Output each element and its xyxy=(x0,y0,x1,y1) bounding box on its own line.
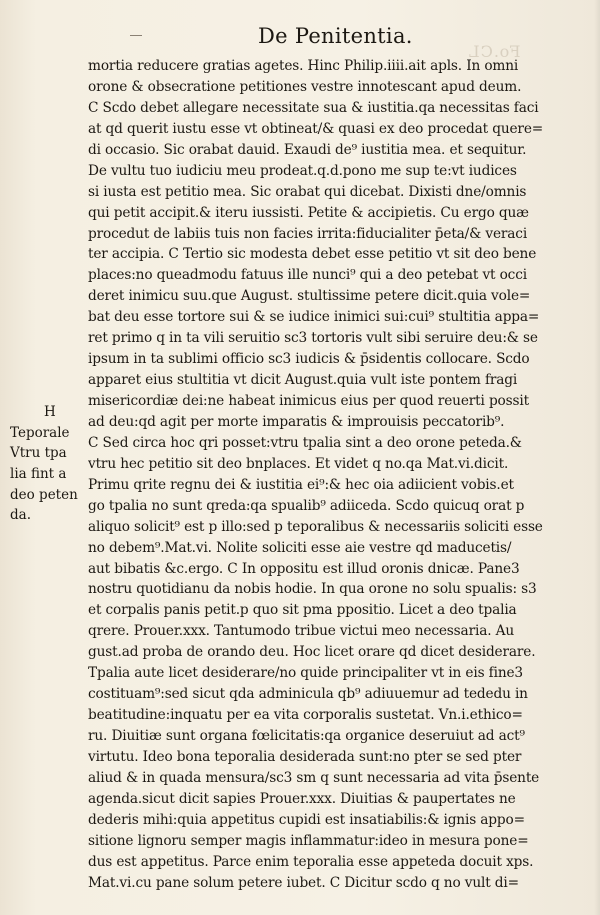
text-line: aliquo solicit⁹ est p illo:sed p teporalibus & necessariis soliciti esse xyxy=(88,518,543,535)
text-line: C Scdo debet allegare necessitate sua & iustitia.qa necessitas faci xyxy=(88,99,539,116)
text-line: di occasio. Sic orabat dauid. Exaudi de⁹ iustitia mea. et sequitur. xyxy=(88,141,527,158)
text-line: ter accipia. C Tertio sic modesta debet esse petitio vt sit deo bene xyxy=(88,246,537,263)
text-line: go tpalia no sunt qreda:qa spualib⁹ adiiceda. Scdo quicuq orat p xyxy=(88,497,525,514)
page-edge-shadow xyxy=(594,0,600,915)
margin-notes xyxy=(10,402,90,526)
text-line: procedut de labiis tuis non facies irrita:fiducialiter p̄eta/& veraci xyxy=(88,225,528,242)
header-ornament-dash xyxy=(130,35,142,36)
text-line: orone & obsecratione petitiones vestre innotescant apud deum. xyxy=(88,78,522,95)
text-line: agenda.sicut dicit sapies Prouer.xxx. Diuitias & paupertates ne xyxy=(88,790,516,807)
text-line: Tpalia aute licet desiderare/no quide principaliter vt in eis fine3 xyxy=(88,665,523,682)
text-line: at qd querit iustu esse vt obtineat/& quasi ex deo procedat quere= xyxy=(88,120,544,137)
text-line: De vultu tuo iudiciu meu prodeat.q.d.pono me sup te:vt iudices xyxy=(88,162,517,179)
text-line: et corpalis panis petit.p quo sit pma ppositio. Licet a deo tpalia xyxy=(88,602,517,619)
margin-note-line: Teporale xyxy=(10,424,70,441)
text-line: dus est appetitus. Parce enim teporalia esse appeteda docuit xps. xyxy=(88,853,534,870)
text-line: misericordiæ dei:ne habeat inimicus eius per quod reuerti possit xyxy=(88,393,529,409)
text-line: aliud & in quada mensura/sc3 sm q sunt necessaria ad vita p̄sente xyxy=(88,769,540,786)
text-line: vtru hec petitio sit deo bnplaces. Et videt q no.qa Mat.vi.dicit. xyxy=(88,455,509,472)
text-line: costituam⁹:sed sicut qda adminicula qb⁹ adiuuemur ad tededu in xyxy=(88,686,528,703)
margin-note-line: Vtru tpa xyxy=(10,445,67,462)
text-line: ru. Diuitiæ sunt organa fœlicitatis:qa organice deseruiut ad act⁹ xyxy=(88,728,525,744)
text-line: mortia reducere gratias agetes. Hinc Philip.iiii.ait apls. In omni xyxy=(88,58,519,74)
text-line: apparet eius stultitia vt dicit August.quia vult iste pontem fragi xyxy=(88,372,518,389)
text-block xyxy=(88,56,586,894)
margin-note-line: lia fint a xyxy=(10,466,67,483)
text-line: bat deu esse tortore sui & se iudice inimici sui:cui⁹ stultitia appa= xyxy=(88,309,540,326)
text-line: nostru quotidianu da nobis hodie. In qua orone no solu spualis: s3 xyxy=(88,581,537,598)
margin-note-line: deo peten xyxy=(10,486,78,503)
text-line: ad deu:qd agit per morte imparatis & improuisis peccatorib⁹. xyxy=(88,413,505,430)
bleed-through-folio: Fo.CL xyxy=(468,42,521,61)
text-line: C Sed circa hoc qri posset:vtru tpalia sint a deo orone peteda.& xyxy=(88,434,522,451)
margin-note-line: da. xyxy=(10,507,31,524)
page-title: De Penitentia. xyxy=(258,24,413,48)
text-line: dederis mihi:quia appetitus cupidi est insatiabilis:& ignis appo= xyxy=(88,811,525,828)
text-line: Mat.vi.cu pane solum petere iubet. C Dicitur scdo q no vult di= xyxy=(88,874,519,891)
margin-note-line: H xyxy=(44,404,56,420)
text-line: ipsum in ta sublimi officio sc3 iudicis & p̄sidentis collocare. Scdo xyxy=(88,351,530,368)
text-line: Primu qrite regnu dei & iustitia ei⁹:& hec oia adiicient vobis.et xyxy=(88,476,514,493)
running-header xyxy=(0,20,600,61)
text-line: qui petit accipit.& iteru iussisti. Petite & accipietis. Cu ergo quæ xyxy=(88,204,529,221)
text-line: ret primo q in ta vili seruitio sc3 tortoris vult sibi seruire deu:& se xyxy=(88,330,538,347)
text-line: si iusta est petitio mea. Sic orabat qui dicebat. Dixisti dne/omnis xyxy=(88,183,527,200)
text-line: places:no queadmodu fatuus ille nunci⁹ qui a deo petebat vt occi xyxy=(88,267,527,284)
text-line: gust.ad proba de orando deu. Hoc licet orare qd dicet desiderare. xyxy=(88,644,536,661)
text-line: sitione lignoru semper magis inflammatur:ideo in mesura pone= xyxy=(88,832,529,849)
text-line: aut bibatis &c.ergo. C In oppositu est illud oronis dnicæ. Pane3 xyxy=(88,560,520,577)
text-line: beatitudine:inquatu per ea vita corporalis sustetat. Vn.i.ethico= xyxy=(88,707,523,724)
text-line: qrere. Prouer.xxx. Tantumodo tribue victui meo necessaria. Au xyxy=(88,623,515,640)
text-line: no debem⁹.Mat.vi. Nolite soliciti esse aie vestre qd maducetis/ xyxy=(88,539,512,556)
text-line: deret inimicu suu.que August. stultissime petere dicit.quia vole= xyxy=(88,288,531,305)
text-line: virtutu. Ideo bona teporalia desiderada sunt:no pter se sed pter xyxy=(88,748,522,765)
